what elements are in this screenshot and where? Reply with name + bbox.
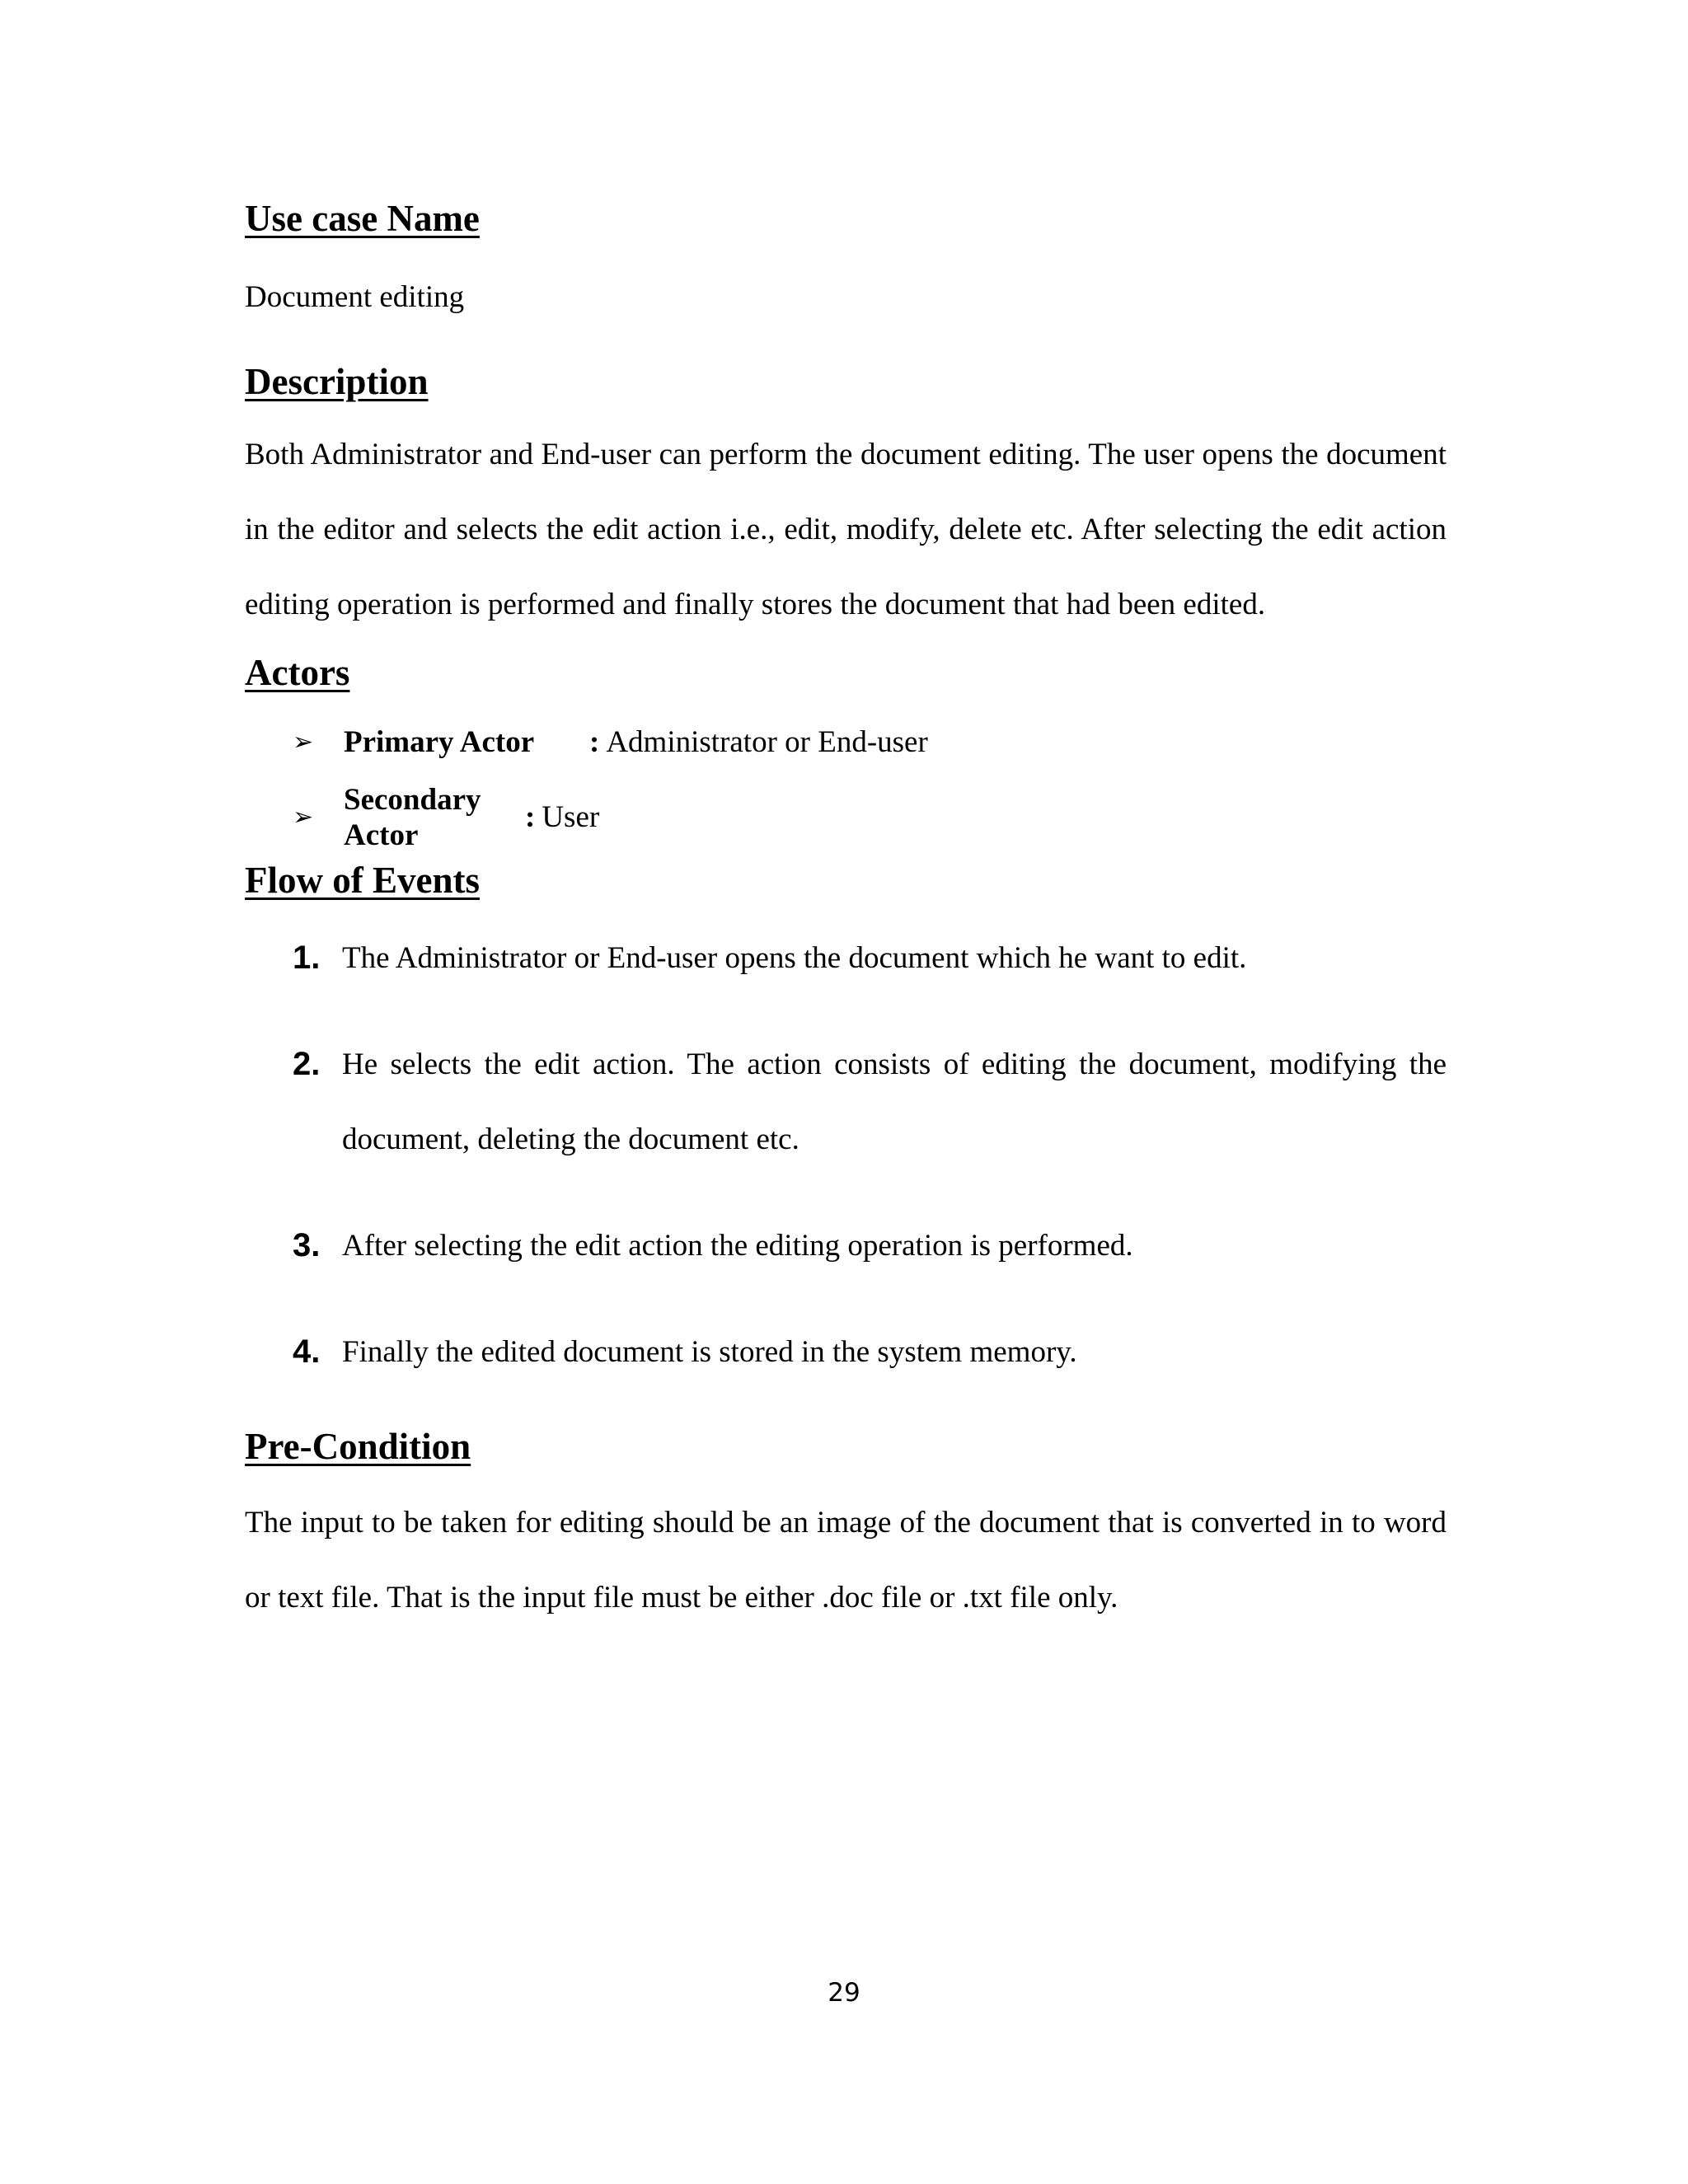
flow-text: Finally the edited document is stored in the system memory. — [342, 1335, 1077, 1369]
flow-item — [245, 1315, 1447, 1390]
actor-value: User — [542, 800, 600, 834]
actor-separator: : — [589, 725, 600, 759]
flow-number: 4. — [293, 1333, 321, 1370]
actors-heading: Actors — [245, 652, 350, 693]
flow-item — [245, 921, 1447, 996]
description-heading: Description — [245, 361, 429, 402]
actor-separator: : — [525, 800, 536, 834]
arrow-bullet-icon: ➢ — [293, 729, 314, 756]
precondition-body: The input to be taken for editing should be an image of the document that is converted in to word or text file. That is the input file must be either .doc file or .txt file only. — [245, 1506, 1447, 1615]
flow-item — [245, 1027, 1447, 1177]
actors-list — [245, 705, 1447, 855]
flow-heading: Flow of Events — [245, 860, 480, 901]
page-number: 29 — [828, 1978, 860, 2008]
actor-role: Secondary Actor — [344, 782, 481, 852]
description-body: Both Administrator and End-user can perform the document editing. The user opens the document in the editor and selects the edit action i.e., edit, modify, delete etc. After selecting the edit action editing operation is performed and finally stores the document that had been edited. — [245, 438, 1447, 621]
actor-item-primary — [245, 705, 1447, 780]
actor-item-secondary — [245, 780, 1447, 855]
flow-text: He selects the edit action. The action consists of editing the document, modifying the document, deleting the document etc. — [342, 1047, 1447, 1156]
flow-list — [245, 921, 1447, 1390]
use-case-body: Document editing — [245, 280, 465, 314]
flow-text: After selecting the edit action the editing operation is performed. — [342, 1229, 1133, 1263]
precondition-heading: Pre-Condition — [245, 1426, 471, 1467]
flow-number: 1. — [293, 940, 321, 976]
arrow-bullet-icon: ➢ — [293, 804, 314, 831]
flow-number: 3. — [293, 1227, 321, 1263]
flow-text: The Administrator or End-user opens the document which he want to edit. — [342, 941, 1247, 975]
use-case-heading: Use case Name — [245, 198, 480, 239]
actor-role: Primary Actor — [344, 725, 535, 759]
flow-number: 2. — [293, 1046, 321, 1082]
flow-item — [245, 1208, 1447, 1283]
actor-value: Administrator or End-user — [606, 725, 928, 759]
page-content — [245, 193, 1447, 1635]
